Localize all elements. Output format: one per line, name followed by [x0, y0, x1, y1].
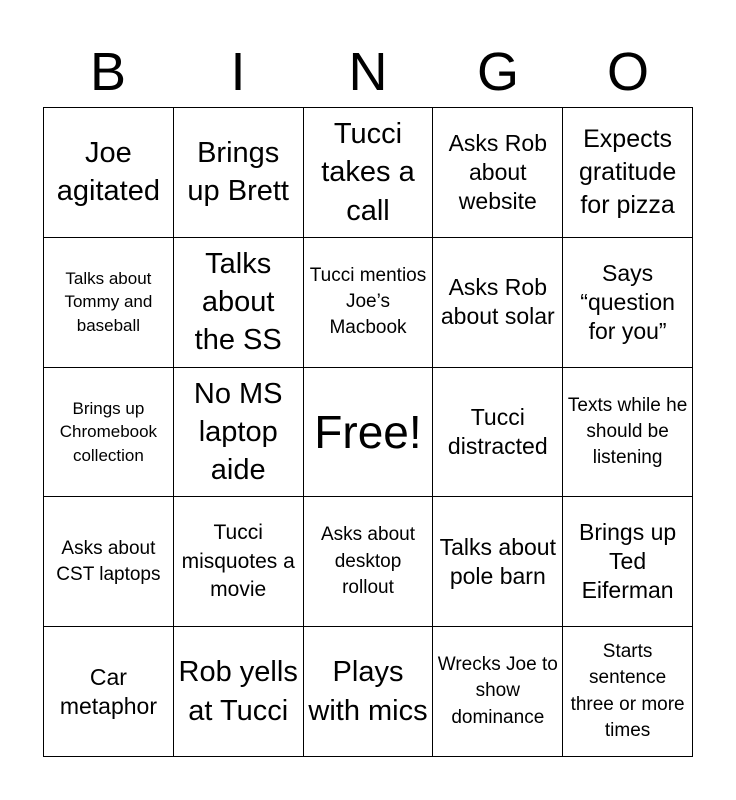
bingo-cell[interactable] [44, 368, 174, 498]
cell-text: Rob yells at Tucci [178, 656, 298, 727]
cell-text: Tucci distracted [447, 404, 548, 459]
bingo-cell[interactable] [563, 108, 693, 238]
bingo-cell[interactable] [433, 108, 563, 238]
cell-text: Asks about desktop rollout [320, 524, 415, 598]
bingo-cell[interactable] [44, 108, 174, 238]
cell-text: Asks Rob about website [448, 129, 547, 214]
bingo-cell[interactable] [174, 368, 304, 498]
bingo-cell[interactable] [433, 368, 563, 498]
bingo-header [43, 36, 693, 108]
cell-text: Talks about the SS [194, 247, 282, 357]
cell-text: Texts while he should be listening [567, 394, 688, 469]
cell-text: Tucci misquotes a movie [181, 521, 295, 601]
bingo-cell[interactable] [433, 238, 563, 368]
bingo-cell[interactable] [304, 108, 434, 238]
cell-text: Car metaphor [59, 663, 157, 719]
cell-text: Brings up Brett [187, 137, 289, 208]
bingo-cell[interactable] [44, 238, 174, 368]
cell-text: Plays with mics [308, 656, 428, 727]
cell-text: Talks about pole barn [439, 533, 556, 589]
header-letter-n: N [348, 42, 388, 102]
free-space-text: Free! [314, 405, 422, 458]
cell-text: Tucci mentios Joe’s Macbook [309, 264, 427, 339]
header-letter-o: O [606, 42, 649, 102]
bingo-cell[interactable] [304, 497, 434, 627]
bingo-cell[interactable] [44, 627, 174, 757]
header-letter-i: I [230, 42, 246, 102]
bingo-cell[interactable] [563, 627, 693, 757]
cell-text: Wrecks Joe to show dominance [437, 654, 558, 728]
cell-text: Brings up Ted Eiferman [579, 519, 677, 604]
cell-text: Asks about CST laptops [56, 537, 161, 585]
header-letter-g: G [476, 42, 519, 102]
bingo-cell[interactable] [563, 497, 693, 627]
bingo-cell[interactable] [304, 627, 434, 757]
bingo-cell[interactable] [174, 108, 304, 238]
cell-text: Expects gratitude for pizza [578, 124, 677, 219]
bingo-cell[interactable] [433, 497, 563, 627]
bingo-cell[interactable] [174, 627, 304, 757]
cell-text: No MS laptop aide [193, 377, 283, 487]
header-letter-b: B [89, 42, 127, 102]
bingo-cell[interactable] [563, 238, 693, 368]
cell-text: Asks Rob about solar [440, 274, 555, 330]
bingo-cell[interactable] [304, 238, 434, 368]
bingo-cell[interactable] [433, 627, 563, 757]
bingo-cell[interactable] [563, 368, 693, 498]
cell-text: Starts sentence three or more times [570, 641, 685, 741]
bingo-cell[interactable] [174, 238, 304, 368]
cell-text: Talks about Tommy and baseball [64, 269, 153, 335]
cell-text: Brings up Chromebook collection [59, 398, 158, 465]
bingo-cell[interactable] [44, 497, 174, 627]
cell-text: Says “question for you” [580, 259, 675, 344]
cell-text: Joe agitated [56, 137, 160, 208]
cell-text: Tucci takes a call [321, 118, 415, 227]
free-space-cell[interactable] [304, 368, 434, 498]
bingo-cell[interactable] [174, 497, 304, 627]
bingo-grid [43, 107, 693, 757]
